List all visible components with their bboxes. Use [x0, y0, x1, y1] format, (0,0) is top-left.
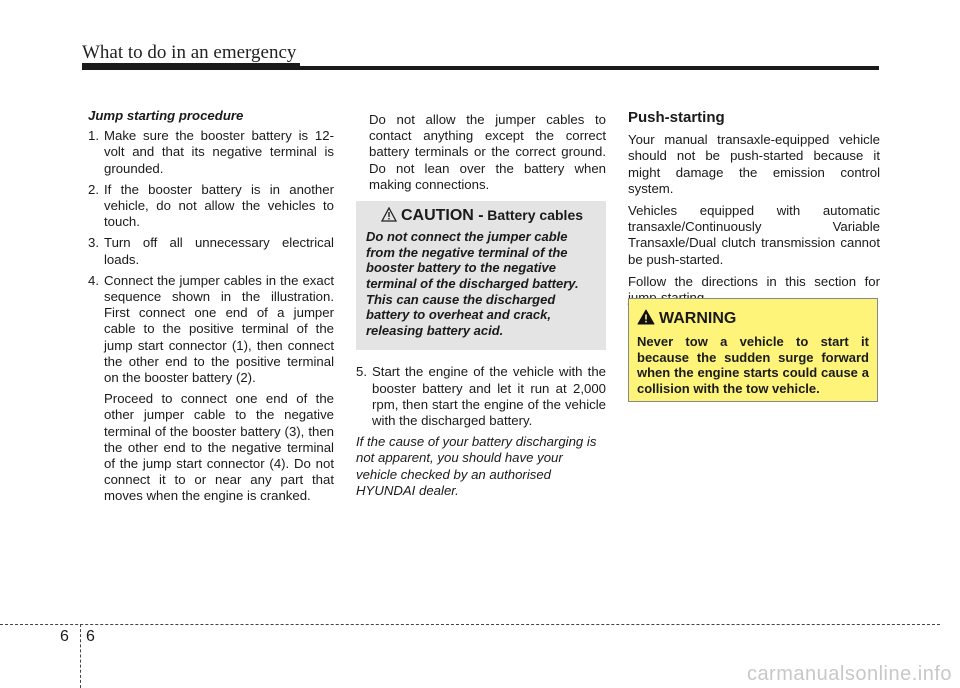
step-text: Connect the jumper cables in the exact sequence shown in the illustration. First connect one end of a jumper cable to the positive terminal of the jump start connector (1), then connect the other end to the positive terminal on the booster battery (2).: [104, 272, 334, 386]
caution-topic: Battery cables: [487, 207, 584, 224]
step-number: 3.: [88, 235, 99, 251]
column-right: [628, 110, 880, 312]
caution-word: CAUTION -: [400, 207, 484, 225]
step-text: If the booster battery is in another vehicle, do not allow the vehicles to touch.: [104, 181, 334, 230]
subheading-jump-starting: Jump starting procedure: [88, 108, 244, 123]
caution-triangle-icon: [381, 207, 397, 226]
step-text: Turn off all unnecessary electrical loads.: [104, 235, 334, 267]
warning-box: [628, 298, 878, 402]
column-left: [88, 108, 334, 511]
header-rule-accent: [82, 63, 300, 70]
paragraph-automatic: Vehicles equipped with automatic transaxle/Continuously Variable Transaxle/Dual clutch transmission cannot be push-started.: [628, 203, 880, 267]
list-item: [88, 128, 334, 177]
list-item: [356, 364, 606, 429]
warning-text: Never tow a vehicle to start it because the sudden surge forward when the engine starts could cause a collision with the tow vehicle.: [637, 334, 869, 396]
paragraph-follow-directions: Follow the directions in this section for: [628, 273, 880, 289]
warning-triangle-icon: [637, 309, 655, 330]
paragraph-manual-transaxle: Your manual transaxle-equipped vehicle should not be push-started because it might damage the emission control system.: [628, 132, 880, 196]
step-text: Make sure the booster battery is 12-volt and that its negative terminal is grounded.: [104, 128, 334, 176]
column-middle: [356, 112, 606, 499]
step-text: Start the engine of the vehicle with the booster battery and let it run at 2,000 rpm, then start the engine of the vehicle with the discharged battery.: [372, 364, 606, 428]
step-number: 4.: [88, 272, 99, 288]
caution-text: Do not connect the jumper cable from the negative terminal of the booster battery to the negative terminal of the discharged battery. This can cause the discharged battery to overheat and crack, releasing battery acid.: [366, 229, 579, 338]
dealer-note: If the cause of your battery discharging is not apparent, you should have your vehicle checked by an authorised HYUNDAI dealer.: [356, 434, 597, 498]
warning-header: [637, 309, 869, 330]
page-number: 6: [86, 628, 95, 645]
footer-vertical-divider: [80, 624, 81, 688]
page-header-title: What to do in an emergency: [82, 42, 297, 63]
page-section-number: 6: [60, 628, 69, 645]
footer-divider: [0, 624, 940, 625]
step5-list: [356, 364, 606, 429]
list-item: [88, 182, 334, 231]
step-number: 5.: [356, 364, 367, 380]
step-number: 2.: [88, 181, 99, 197]
paragraph-negative-cable: Proceed to connect one end of the other jumper cable to the negative terminal of the booster battery (3), then the other end to the negative terminal of the jump start connector (4). Do not connect it to or near any part that moves when the engine is cranked.: [104, 391, 334, 504]
caution-header: [366, 207, 598, 226]
list-item: [88, 273, 334, 386]
jump-steps-list: [88, 128, 334, 386]
watermark: carmanualsonline.info: [746, 663, 952, 685]
warning-title: WARNING: [659, 310, 737, 327]
caution-box: [356, 201, 606, 350]
section-title-push-starting: Push-starting: [628, 109, 725, 126]
list-item: [88, 235, 334, 267]
paragraph-cable-contact: Do not allow the jumper cables to contact anything except the correct battery terminals or the correct ground. Do not lean over the battery when making connections.: [369, 112, 606, 192]
step-number: 1.: [88, 128, 99, 144]
